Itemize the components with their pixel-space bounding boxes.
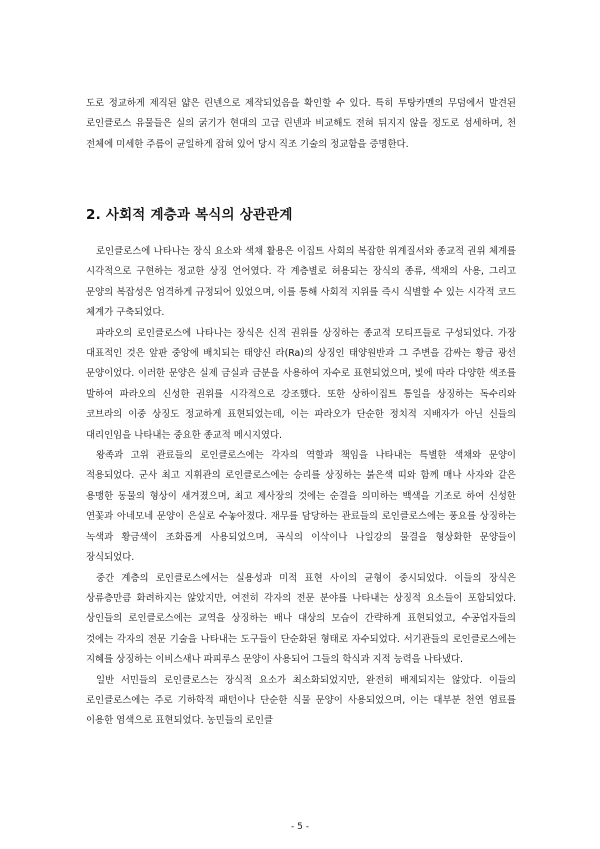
page-number: - 5 - xyxy=(291,822,309,832)
intro-paragraph: 도로 정교하게 제직된 얇은 린넨으로 제작되었음을 확인할 수 있다. 특히 투탕카멘의 무덤에서 발견된 로인클로스 유물들은 실의 굵기가 현대의 고급 린넨과 비교해도 전혀 뒤지지 않을 정도로 섬세하며, 천 전체에 미세한 주름이 균일하게 잡혀 있어 당시 직조 기술의 정교함을 증명한다. xyxy=(86,98,516,150)
body-paragraph: 파라오의 로인클로스에 나타나는 장식은 신적 권위를 상징하는 종교적 모티프들로 구성되었다. 가장 대표적인 것은 앞판 중앙에 배치되는 태양신 라(Ra)의 상징인 태양원반과 그 주변을 감싸는 황금 광선 문양이었다. 이러한 문양은 실제 금실과 금분을 사용하여 자수로 표현되었으며, 빛에 따라 다양한 색조를 발하여 파라오의 신성한 권위를 시각적으로 강조했다. 또한 상하이집트 통일을 상징하는 독수리와 코브라의 이중 상징도 정교하게 표현되었는데, 이는 파라오가 단순한 정치적 지배자가 아닌 신들의 대리인임을 나타내는 중요한 종교적 메시지였다. xyxy=(86,327,516,441)
body-paragraph: 로인클로스에 나타나는 장식 요소와 색채 활용은 이집트 사회의 복잡한 위계질서와 종교적 권위 체계를 시각적으로 구현하는 정교한 상징 언어였다. 각 계층별로 허용되는 장식의 종류, 색채의 사용, 그리고 문양의 복잡성은 엄격하게 규정되어 있었으며, 이를 통해 사회적 지위를 즉시 식별할 수 있는 시각적 코드 체계가 구축되었다. xyxy=(86,246,516,319)
body-paragraph: 왕족과 고위 관료들의 로인클로스에는 각자의 역할과 책임을 나타내는 특별한 색채와 문양이 적용되었다. 군사 최고 지휘관의 로인클로스에는 승리를 상징하는 붉은색 띠와 함께 매나 사자와 같은 용맹한 동물의 형상이 새겨졌으며, 최고 제사장의 것에는 순결을 의미하는 백색을 기조로 하여 신성한 연꽃과 아네모네 문양이 은실로 수놓아졌다. 재무를 담당하는 관료들의 로인클로스에는 풍요를 상징하는 녹색과 황금색이 조화롭게 사용되었으며, 곡식의 이삭이나 나일강의 물결을 형상화한 문양들이 장식되었다. xyxy=(86,450,516,564)
body-paragraph: 중간 계층의 로인클로스에서는 실용성과 미적 표현 사이의 균형이 중시되었다. 이들의 장식은 상류층만큼 화려하지는 않았지만, 여전히 각자의 전문 분야를 나타내는 상징적 요소들이 포함되었다. 상인들의 로인클로스에는 교역을 상징하는 배나 대상의 모습이 간략하게 표현되었고, 수공업자들의 것에는 각자의 전문 기술을 나타내는 도구들이 단순화된 형태로 자수되었다. 서기관들의 로인클로스에는 지혜를 상징하는 이비스새나 파피루스 문양이 사용되어 그들의 학식과 지적 능력을 나타냈다. xyxy=(86,572,516,666)
section-heading: 2. 사회적 계층과 복식의 상관관계 xyxy=(86,207,293,223)
body-paragraph: 일반 서민들의 로인클로스는 장식적 요소가 최소화되었지만, 완전히 배제되지는 않았다. 이들의 로인클로스에는 주로 기하학적 패턴이나 단순한 식물 문양이 사용되었으며, 이는 대부분 천연 염료를 이용한 염색으로 표현되었다. 농민들의 로인클 xyxy=(86,674,516,727)
section-body xyxy=(86,242,516,732)
